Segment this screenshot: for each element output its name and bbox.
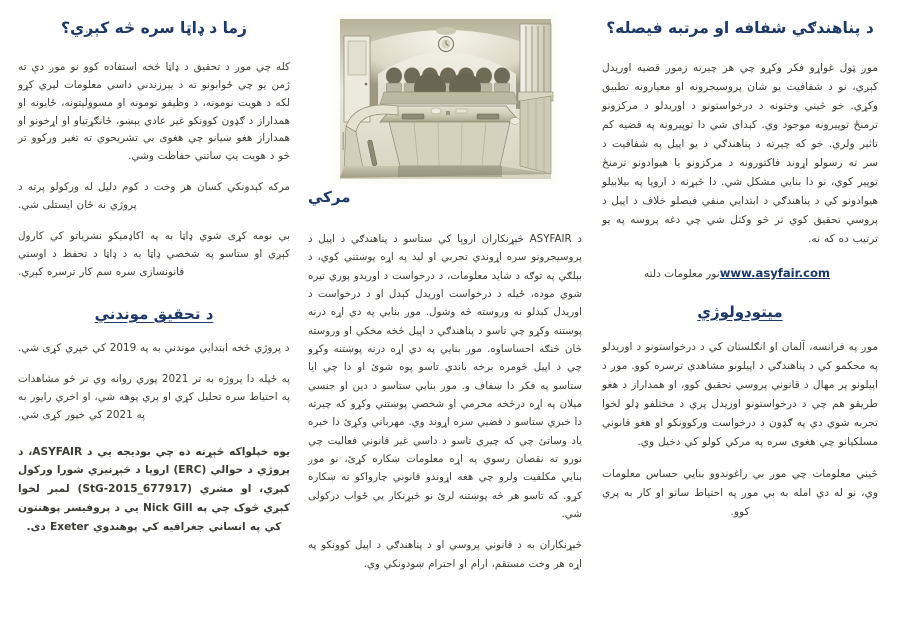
- asyfair-website-link[interactable]: www.asyfair.com: [719, 265, 831, 280]
- left-panel-heading: زما د ډاټا سره څه کېږي؟: [61, 19, 247, 37]
- middle-panel-paragraph-2: څېړنکاران به د قانوني پروسي او د پناهندګي د اپیل کوونکو په اړه هر وخت مستقم، ارام او احترام ښودونکي وي.: [308, 539, 582, 570]
- image-caption-interviews: مرکي: [308, 188, 351, 206]
- courtroom-figure: [308, 14, 582, 184]
- funding-statement: يوه خپلواکه څېړنه ده چي بودیجه يي د ASYFAIR، د پروژي د حوالي (ERC) اروپا د څېړنیزي شورا ورکول کېږي، او مشري (StG-2015_677917) لمبر لخوا کېږي څوک چي په Nick Gill يي د پروفیسر پوهنتون کي په انساني جغرافیه کي پوهندوي Exeter دی.: [18, 445, 290, 533]
- methodology-paragraph-2: څیني معلومات چي موږ بي راغوندوو بنایي حساس معلومات وي، نو له دي امله به بي موږ په احتیاط ساتو او کار به پري کوو.: [602, 468, 878, 519]
- left-panel-paragraph-1: کله چي موږ د تحقیق د ډاټا څخه استفاده کوو نو موږ دې ته ژمن يو چي ځوابونو ته د يېرزندني داسي معلومات لیري کړو لکه د هويت نومونه، د وظیفو نومونه او مسوولیتونه، ځايونه او همداراز د ګډون کوونکو غیر عادي يېښو، ځانګړتیاو او اړخونو او همداراز هغو ښیانو چي هغوی بي تشریحوي ته تغیر ورکوو تر څو د هويت یټ ساتني حفاظت وشي.: [18, 60, 290, 163]
- courtroom-illustration: [334, 14, 557, 184]
- middle-panel-paragraph-1: د ASYFAIR څېړنکاران اروپا کي ستاسو د پناهندګي د اپیل د پروسیجرونو سره اړوندي تجربي او لید په اړه پوښتني کوي، د بېلګي په توګه د شاید معلومات، د درخواست د اوریدو پوري تیره شوي موده، ځیله د درخواست اوریدل کېدل او د درخواست د اوریدل کېدلو نه وروسته څه وشول. موږ بنایي په دي اړه درنه پوښتنه وکړو چي تاسو د پناهندګي د اپیل څخه مخکي او وروسته څان څنګه احساساوه. موږ بنایي په دي اړه درنه پوښتنه وکړو چي د اپیل څومره برخه باندي تاسو پوه شوئ او دا چي ايا ستاسو په فکر دا ښفاف و. موږ بنایي ستاسو د دین او جنسي میلان په اړه درڅخه محرمي او شخصي پوښتني وکړو که چیرته دا خبري ستاسو د قضیي سره اړوند وي. مهرباني وکړئ دا خبره ياد وساتئ چي که چیري تاسو د داسي غیر قانوني فعالیت چي نورو ته نقصان رسوي په اړه معلومات ښکاره کړئ، نو موږ بنایي مکلفیت ولرو چي هغه اړوندو قانوني چارواکو ته ښکاره کړو. که تاسو هر څه پوښتنه لرئ نو څېړنکار يي ځواب درکولی شي.: [308, 233, 583, 520]
- findings-paragraph-1: د پروژي څخه ابتدایي موندني به په 2019 کي خپري کړی شي.: [18, 341, 290, 354]
- right-panel-heading: د پناهندګي شفافه او مرتبه فیصله؟: [606, 19, 874, 37]
- methodology-paragraph-1: موږ په فرانسه، آلمان او انګلستان کي د درخواستونو د اوریدلو په محکمو کي د پناهندګي د اپیلونو مشاهدي ترسره کوو. موږ د اپیلونو پر مهال د قانوني پروسي تحقیق کوو، او همداراز د هغو طریقو هم چي د درخواستونو اوریدل پري د مختلفو ډلو لخوا تجربه شوي دي په ګډون د درخواست ورکوونکو او هغو قانوني مسلکیانو چي هغوی سره په مرکي کولو کي دخیل وي.: [602, 340, 878, 449]
- findings-paragraph-2: په ځپله دا پروژه به تر 2021 پوري روانه وي تر څو مشاهدات په احتیاط سره تحلیل کړي او پري پوهه شي، او اخري رايور به په 2021 کي خپور کړی شي.: [18, 372, 290, 421]
- more-info-line: [602, 266, 878, 280]
- left-panel-paragraph-3: بي نومه کړی شوي ډاټا به په اکاډمیکو نشریاتو کي کارول کېږي او ستاسو په شخصي ډاټا به د ډاټا د تحفظ د اوسني قانونسازی سره سم کار ترسره کېږي.: [18, 230, 290, 278]
- panel-interviews: [300, 0, 590, 644]
- panel-my-data: [8, 0, 300, 644]
- research-findings-heading: د تحقیق موندني: [94, 304, 214, 323]
- left-panel-paragraph-2: مرکه کېدونکي کسان هر وخت د کوم دلیل له ورکولو پرته د پروژي نه ځان ایستلی شي.: [18, 181, 290, 212]
- methodology-heading: میتودولوژي: [697, 302, 783, 321]
- right-panel-paragraph-1: موږ ټول غواړو فکر وکړو چي هر چیرته زموږ قضیه اوریدل کېږي، نو د شفافیت يو شان پروسیجرونه او معیارونه تطبیق وکړي. خو څیني وختونه د درخواستونو د اوریدلو د مرکزونو ترمنځ توپیرونه موجود وي. کېدای شي دا توپیرونه په قضیه کم تاثیر ولري. خو که چیرته د پناهندګي د يو اپیل په شفافیت د سر ته رسولو اړوند فاکتورونه د مرکزونو يا هیوادونو ترمنځ توپیر کوي، نو دا بنایي مشکل شي. دا څېړنه د اروپا په بیلابیلو هیوادونو کي د پناهندګي د ابتدايي منفي فیصلو خلاف د اپیل د پروسي تحقیق کوي تر څو وکتل شي چي دغه پروسه په يو ترتیب ده که نه.: [602, 61, 878, 246]
- panel-transparent-decision: [590, 0, 890, 644]
- more-info-label: نور معلومات دلته: [643, 267, 720, 280]
